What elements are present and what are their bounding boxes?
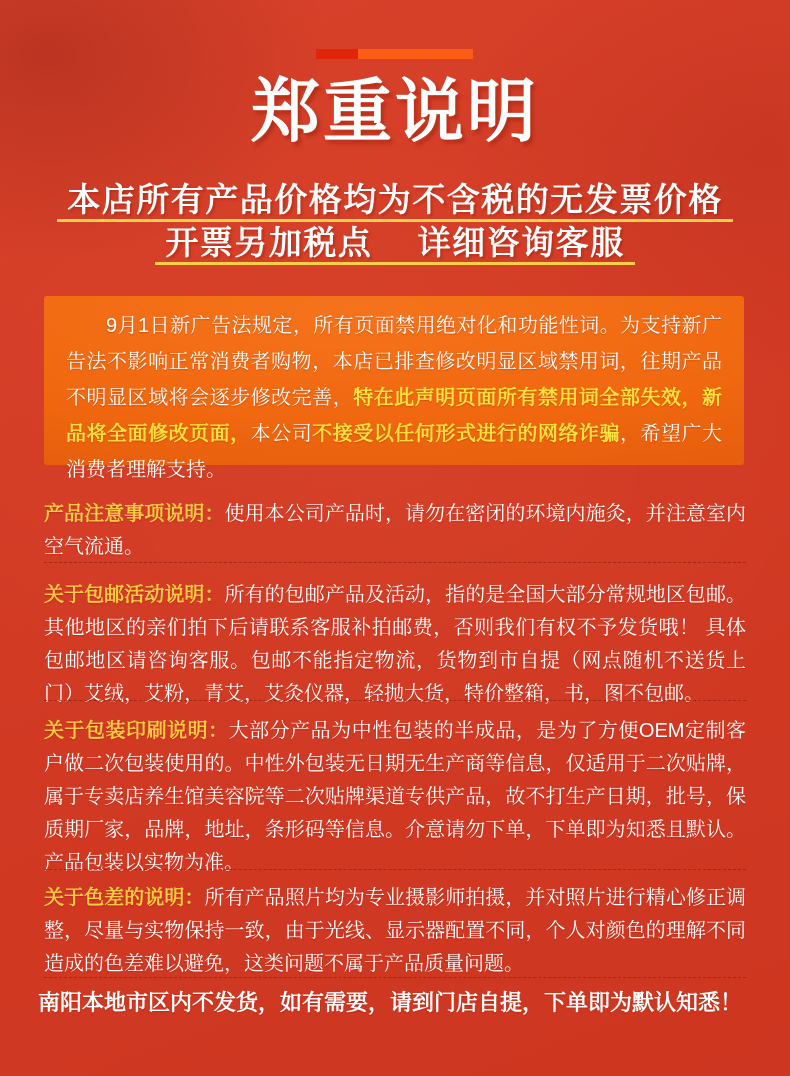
notice-segment: 特在此声明页面所有禁用词全部失效，新品将全面修改页面， (66, 387, 723, 445)
notice-text (66, 308, 722, 488)
section-free-shipping-heading: 关于包邮活动说明： (44, 584, 225, 606)
section-product-caution-body: 使用本公司产品时，请勿在密闭的环境内施灸，并注意室内空气流通。 (44, 503, 747, 558)
header-accent-bar (316, 49, 473, 59)
price-statement-line1 (0, 181, 790, 222)
accent-bar-right-segment (358, 49, 473, 59)
local-pickup-note: 南阳本地市区内不发货，如有需要，请到门店自提，下单即为默认知悉！ (38, 990, 743, 1015)
section-color-difference-heading: 关于色差的说明： (44, 887, 205, 909)
accent-bar-left-segment (316, 49, 358, 59)
section-free-shipping-body: 所有的包邮产品及活动，指的是全国大部分常规地区包邮。其他地区的亲们拍下后请联系客服补拍邮费，否则我们有权不予发货哦！ 具体包邮地区请咨询客服。包邮不能指定物流，货物到市自提（网点随机不送货上门）艾绒，艾粉，青艾，艾灸仪器，轻抛大货，特价整箱，书，图不包邮。 (44, 584, 747, 705)
section-packaging-print-body: 大部分产品为中性包装的半成品，是为了方便OEM定制客户做二次包装使用的。中性外包装无日期无生产商等信息，仅适用于二次贴牌，属于专卖店养生馆美容院等二次贴牌渠道专供产品，故不打生产日期，批号，保质期厂家，品牌，地址，条形码等信息。介意请勿下单，下单即为知悉且默认。产品包装以实物为准。 (44, 720, 746, 874)
section-packaging-print-heading: 关于包装印刷说明： (44, 720, 229, 742)
price-statement-line2-text: 开票另加税点 详细咨询客服 (155, 225, 634, 265)
section-divider (44, 977, 746, 978)
section-color-difference (44, 882, 746, 981)
section-divider (44, 562, 746, 563)
section-packaging-print (44, 715, 746, 880)
notice-segment: 9月1日新广告法规定，所有页面禁用绝对化和功能性词。为支持新广告法不影响正常消费者购物，本店已排查修改明显区域禁用词，往期产品不明显区域将会逐步修改完善， (66, 315, 722, 409)
notice-segment: 不接受以任何形式进行的网络诈骗 (312, 423, 620, 445)
section-free-shipping (44, 579, 746, 711)
page-title: 郑重说明 (251, 73, 539, 150)
ad-law-notice-box (44, 296, 744, 481)
section-divider (44, 700, 746, 701)
notice-segment: ，希望广大消费者理解支持。 (66, 423, 723, 481)
section-product-caution (44, 498, 746, 564)
price-statement-line2 (0, 224, 790, 265)
section-color-difference-body: 所有产品照片均为专业摄影师拍摄，并对照片进行精心修正调整，尽量与实物保持一致，由于光线、显示器配置不同，个人对颜色的理解不同造成的色差难以避免，这类问题不属于产品质量问题。 (44, 887, 747, 975)
price-statement-line1-text: 本店所有产品价格均为不含税的无发票价格 (57, 182, 733, 222)
notice-segment: 本公司 (250, 423, 313, 445)
section-product-caution-heading: 产品注意事项说明： (44, 503, 225, 525)
section-divider (44, 869, 746, 870)
